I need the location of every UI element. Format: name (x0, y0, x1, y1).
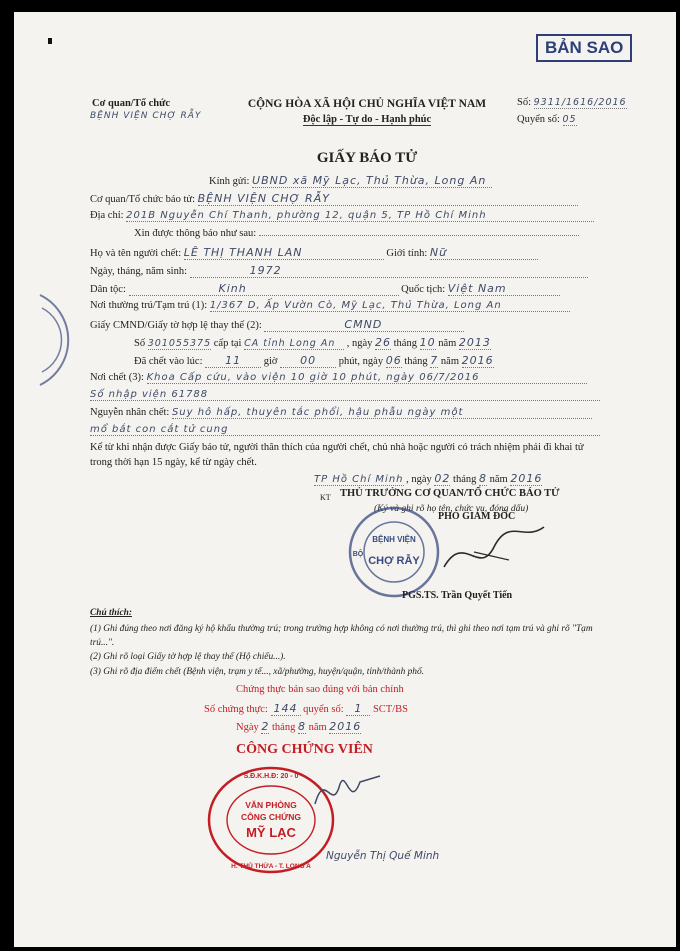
org-row: Cơ quan/Tổ chức báo tử: BỆNH VIỆN CHỢ RẪY (90, 192, 610, 206)
seal-line2: CÔNG CHỨNG (241, 812, 301, 822)
seal-top-text: BỆNH VIỆN (372, 535, 416, 544)
notary-signer: Nguyễn Thị Quế Minh (326, 850, 440, 862)
notary-title: CÔNG CHỨNG VIÊN (236, 742, 373, 757)
document-page (14, 12, 676, 947)
intro-row: Xin được thông báo như sau: (134, 228, 610, 239)
scan-mark (48, 38, 52, 44)
signoff-sub: (Ký và ghi rõ họ tên, chức vụ, đóng dấu) (374, 504, 529, 514)
doc-title: GIẤY BÁO TỬ (316, 150, 418, 166)
hospital-seal (346, 504, 442, 600)
kt-prefix: KT (320, 493, 331, 502)
notice-text: Kể từ khi nhận được Giấy báo tử, người thân thích của người chết, chủ nhà hoặc người có trách nhiệm phải đi khai tử trong thời hạn 15 ngày, kể từ ngày chết. (90, 442, 584, 468)
partial-edge-seal (34, 290, 92, 395)
place-row: Nơi chết (3): Khoa Cấp cứu, vào viện 10 giờ 10 phút, ngày 06/7/2016 (90, 372, 610, 384)
notes-title: Chú thích: (90, 608, 132, 618)
seal-ring-bottom: H. THỦ THỪA - T. LONG A (231, 863, 311, 870)
id-detail-row: Số 301055375 cấp tại CA tỉnh Long An , ngày 26 tháng 10 năm 2013 (134, 336, 491, 349)
note-1: (1) Ghi đúng theo nơi đăng ký hộ khẩu thường trú; trong trường hợp không có nơi thường trú, thì ghi theo nơi tạm trú và ghi rõ "Tạm trú...". (90, 624, 593, 648)
signoff-signer: PGS.TS. Trần Quyết Tiến (402, 590, 513, 601)
death-time-row: Đã chết vào lúc: 11 giờ 00 phút, ngày 06 tháng 7 năm 2016 (134, 354, 494, 367)
dob-row: Ngày, tháng, năm sinh: 1972 (90, 264, 610, 278)
seal-main-text: CHỢ RẪY (368, 555, 420, 567)
cause-row: Nguyễn nhân chết: Suy hô hấp, thuyên tắc phổi, hậu phẫu ngày một (90, 407, 610, 419)
cause-row-2: mổ bắt con cắt tử cung (90, 424, 610, 436)
agency-label: Cơ quan/Tổ chức (92, 98, 171, 109)
ethnic-row: Dân tộc: Kinh Quốc tịch: Việt Nam (90, 282, 610, 296)
certify-line1: Chứng thực bản sao đúng với bản chính (236, 684, 404, 695)
director-signature (434, 522, 554, 587)
notary-signature (310, 764, 390, 829)
quyen-field: Quyển số: 05 (517, 114, 577, 125)
signoff-role: PHÓ GIÁM ĐỐC (438, 511, 516, 522)
signoff-date: TP Hồ Chí Minh , ngày 02 tháng 8 năm 2016 (314, 472, 543, 485)
signoff-head: THỦ TRƯỞNG CƠ QUAN/TỔ CHỨC BÁO TỬ (340, 488, 560, 499)
address-row: Địa chỉ: 201B Nguyễn Chí Thanh, phường 12, quận 5, TP Hồ Chí Minh (90, 210, 610, 222)
agency-value: BỆNH VIỆN CHỢ RẪY (90, 111, 202, 121)
certify-date-row: Ngày 2 tháng 8 năm 2016 (236, 720, 362, 733)
seal-line3: MỸ LẠC (246, 825, 296, 840)
place-row-2: Số nhập viện 61788 (90, 389, 610, 401)
note-3: (3) Ghi rõ địa điểm chết (Bệnh viện, trạm y tế..., xã/phường, huyện/quận, tỉnh/thành phố. (90, 667, 425, 677)
seal-line1: VĂN PHÒNG (245, 800, 297, 810)
seal-side-text: BỘ (352, 551, 364, 558)
motto: Độc lập - Tự do - Hạnh phúc (302, 114, 432, 125)
id-row: Giấy CMND/Giấy tờ hợp lệ thay thế (2): CMND (90, 318, 610, 332)
nation-title: CỘNG HÒA XÃ HỘI CHỦ NGHĨA VIỆT NAM (247, 98, 487, 110)
certify-number-row: Số chứng thực: 144 quyển số: 1 SCT/BS (204, 702, 408, 715)
so-field: Số: 9311/1616/2016 (517, 97, 627, 108)
kinh-gui-row: Kính gửi: UBND xã Mỹ Lạc, Thủ Thừa, Long An (209, 174, 539, 188)
seal-ring-top: S.Đ.K.H.Đ: 20 - 0 (243, 773, 299, 780)
copy-stamp: BẢN SAO (536, 34, 632, 62)
residence-row: Nơi thường trú/Tạm trú (1): 1/367 D, Ấp Vườn Cò, Mỹ Lạc, Thủ Thừa, Long An (90, 300, 610, 312)
note-2: (2) Ghi rõ loại Giấy tờ hợp lệ thay thế (Hộ chiếu...). (90, 652, 286, 662)
name-row: Họ và tên người chết: LÊ THỊ THANH LAN Giới tính: Nữ (90, 246, 610, 260)
